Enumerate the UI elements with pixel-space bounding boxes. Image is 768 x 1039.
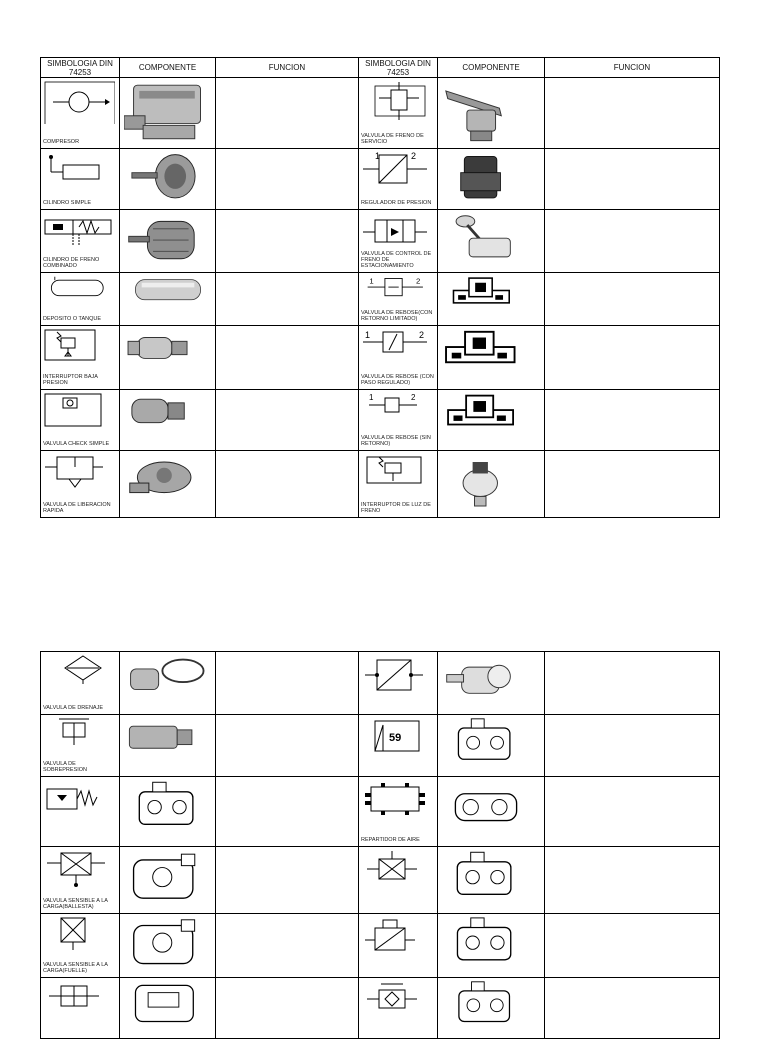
table-row xyxy=(41,273,720,326)
symbol-cell xyxy=(41,390,120,451)
table-row xyxy=(41,451,720,518)
funcion-cell[interactable] xyxy=(216,777,359,847)
numbered-valve-symbol-icon xyxy=(361,717,433,761)
overflow-valve-section-icon xyxy=(442,392,530,448)
spring-valve-symbol-icon xyxy=(43,779,115,823)
symbol-cell xyxy=(41,777,120,847)
overflow-valve-no-return-symbol-icon xyxy=(361,392,433,436)
drain-valve-photo-icon xyxy=(124,654,212,712)
valve-drawing-icon xyxy=(442,916,530,975)
component-cell xyxy=(438,715,545,777)
funcion-cell[interactable] xyxy=(216,914,359,978)
symbol-label: REPARTIDOR DE AIRE xyxy=(361,837,420,843)
symbol-label: VALVULA DE REBOSE (CON PASO REGULADO) xyxy=(361,374,434,386)
funcion-cell[interactable] xyxy=(545,273,720,326)
symbol-cell xyxy=(41,652,120,715)
component-cell xyxy=(438,326,545,390)
component-cell xyxy=(120,390,216,451)
symbol-label: REGULADOR DE PRESION xyxy=(361,200,432,206)
symbol-cell xyxy=(359,273,438,326)
header-simbologia-left: SIMBOLOGIA DIN 74253 xyxy=(41,58,120,78)
funcion-cell[interactable] xyxy=(216,273,359,326)
hand-brake-valve-photo-icon xyxy=(442,212,530,270)
component-cell xyxy=(120,326,216,390)
valve-number: 59 xyxy=(389,732,402,744)
valve-box-symbol-icon xyxy=(361,654,433,698)
symbol-cell xyxy=(41,326,120,390)
svg-text:2: 2 xyxy=(416,276,421,286)
funcion-cell[interactable] xyxy=(545,715,720,777)
valve-photo-icon xyxy=(442,654,530,712)
table-row xyxy=(41,78,720,149)
component-cell xyxy=(438,978,545,1039)
symbol-label: VALVULA SENSIBLE A LA CARGA(BALLESTA) xyxy=(43,898,108,910)
air-distributor-symbol-icon xyxy=(361,779,433,823)
symbol-cell xyxy=(41,78,120,149)
component-cell xyxy=(438,652,545,715)
symbol-cell xyxy=(359,715,438,777)
quick-release-valve-symbol-icon xyxy=(43,453,115,497)
table-row xyxy=(41,149,720,210)
symbol-label: VALVULA DE LIBERACION RAPIDA xyxy=(43,502,111,514)
table-row xyxy=(41,978,720,1039)
component-cell xyxy=(438,777,545,847)
symbol-cell xyxy=(359,914,438,978)
funcion-cell[interactable] xyxy=(545,78,720,149)
symbol-cell xyxy=(359,847,438,914)
component-cell xyxy=(120,847,216,914)
component-cell xyxy=(120,273,216,326)
funcion-cell[interactable] xyxy=(216,652,359,715)
valve-drawing-icon xyxy=(442,717,530,774)
load-sensing-valve-drawing-icon xyxy=(124,849,212,911)
component-cell xyxy=(438,149,545,210)
symbol-label: VALVULA SENSIBLE A LA CARGA(FUELLE) xyxy=(43,962,108,974)
funcion-cell[interactable] xyxy=(545,326,720,390)
symbol-label: VALVULA DE REBOSE (SIN RETORNO) xyxy=(361,435,431,447)
component-cell xyxy=(120,78,216,149)
symbol-cell xyxy=(41,210,120,273)
symbol-cell xyxy=(41,273,120,326)
component-cell xyxy=(120,149,216,210)
parking-brake-valve-symbol-icon xyxy=(361,212,433,256)
svg-text:2: 2 xyxy=(411,393,416,402)
funcion-cell[interactable] xyxy=(216,715,359,777)
symbol-label: VALVULA DE DRENAJE xyxy=(43,705,104,711)
load-sensing-valve-drawing-icon xyxy=(124,916,212,975)
component-cell xyxy=(438,390,545,451)
drain-valve-symbol-icon xyxy=(43,654,115,698)
funcion-cell[interactable] xyxy=(216,78,359,149)
funcion-cell[interactable] xyxy=(545,451,720,518)
component-cell xyxy=(438,847,545,914)
header-componente-right: COMPONENTE xyxy=(438,58,545,78)
symbol-cell xyxy=(359,777,438,847)
brake-chamber-photo-icon xyxy=(124,151,212,207)
table-row xyxy=(41,652,720,715)
symbol-label: VALVULA CHECK SIMPLE xyxy=(43,441,110,447)
pressure-regulator-symbol-icon xyxy=(361,151,433,195)
component-cell xyxy=(438,78,545,149)
check-valve-symbol-icon xyxy=(43,392,115,436)
symbol-cell xyxy=(359,451,438,518)
svg-text:1: 1 xyxy=(369,393,374,402)
symbol-label: VALVULA DE REBOSE(CON RETORNO LIMITADO) xyxy=(361,310,433,322)
safety-valve-photo-icon xyxy=(124,717,212,774)
component-cell xyxy=(120,715,216,777)
component-cell xyxy=(120,210,216,273)
header-componente-left: COMPONENTE xyxy=(120,58,216,78)
brake-light-switch-symbol-icon xyxy=(361,453,433,497)
single-cylinder-symbol-icon xyxy=(43,151,115,195)
valve-drawing-icon xyxy=(124,779,212,841)
symbols-table-1 xyxy=(40,57,720,518)
symbol-label: VALVULA DE FRENO DE SERVICIO xyxy=(361,133,424,145)
funcion-cell[interactable] xyxy=(545,978,720,1039)
symbol-cell xyxy=(359,978,438,1039)
component-cell xyxy=(120,777,216,847)
component-cell xyxy=(120,451,216,518)
symbol-cell xyxy=(41,715,120,777)
funcion-cell[interactable] xyxy=(216,210,359,273)
component-cell xyxy=(120,652,216,715)
overflow-valve-section-icon xyxy=(442,275,530,323)
compressor-photo-icon xyxy=(124,80,212,142)
tank-symbol-icon xyxy=(43,275,115,313)
component-cell xyxy=(438,914,545,978)
load-sensing-leaf-symbol-icon xyxy=(43,849,115,893)
solenoid-valve-symbol-icon xyxy=(361,916,433,960)
symbol-cell xyxy=(41,149,120,210)
funcion-cell[interactable] xyxy=(545,652,720,715)
valve-drawing-icon xyxy=(442,980,530,1036)
brake-pedal-valve-photo-icon xyxy=(442,80,530,142)
symbol-label: INTERRUPTOR DE LUZ DE FRENO xyxy=(361,502,431,514)
symbol-cell xyxy=(41,451,120,518)
brake-light-switch-photo-icon xyxy=(442,453,530,515)
symbol-label: VALVULA DE CONTROL DE FRENO DE ESTACIONAMIENTO xyxy=(361,251,432,269)
spring-brake-chamber-photo-icon xyxy=(124,212,212,270)
symbol-cell xyxy=(41,914,120,978)
table-row xyxy=(41,210,720,273)
compressor-symbol-icon xyxy=(43,80,115,124)
symbol-cell xyxy=(359,652,438,715)
funcion-cell[interactable] xyxy=(545,390,720,451)
symbol-label: CILINDRO DE FRENO COMBINADO xyxy=(43,257,100,269)
pressure-switch-photo-icon xyxy=(124,328,212,387)
header-funcion-left: FUNCION xyxy=(216,58,359,78)
symbol-label: INTERRUPTOR BAJA PRESION xyxy=(43,374,98,386)
component-cell xyxy=(438,273,545,326)
component-cell xyxy=(438,210,545,273)
cross-valve-symbol-icon xyxy=(361,849,433,893)
svg-text:2: 2 xyxy=(411,151,417,161)
symbol-cell xyxy=(359,390,438,451)
symbol-cell xyxy=(359,326,438,390)
overflow-valve-section-icon xyxy=(442,328,530,387)
table-row xyxy=(41,326,720,390)
symbol-cell xyxy=(41,847,120,914)
table-row xyxy=(41,914,720,978)
header-simbologia-right: SIMBOLOGIA DIN 74253 xyxy=(359,58,438,78)
pressure-regulator-photo-icon xyxy=(442,151,530,207)
symbols-table-2 xyxy=(40,651,720,1039)
table-row xyxy=(41,390,720,451)
table-row xyxy=(41,715,720,777)
air-distributor-drawing-icon xyxy=(442,779,530,841)
relay-valve-drawing-icon xyxy=(124,980,212,1036)
svg-text:1: 1 xyxy=(365,330,371,340)
air-tank-photo-icon xyxy=(124,275,212,323)
svg-text:2: 2 xyxy=(419,330,425,340)
funcion-cell[interactable] xyxy=(216,847,359,914)
svg-text:1: 1 xyxy=(369,276,374,286)
funcion-cell[interactable] xyxy=(216,451,359,518)
table-row xyxy=(41,777,720,847)
svg-text:1: 1 xyxy=(375,151,381,161)
funcion-cell[interactable] xyxy=(545,777,720,847)
overpressure-valve-symbol-icon xyxy=(43,717,115,761)
load-sensing-bellows-symbol-icon xyxy=(43,916,115,960)
low-pressure-switch-symbol-icon xyxy=(43,328,115,372)
funcion-cell[interactable] xyxy=(545,210,720,273)
header-funcion-right: FUNCION xyxy=(545,58,720,78)
relay-valve-symbol-icon xyxy=(43,980,115,1024)
component-cell xyxy=(120,978,216,1039)
symbol-cell xyxy=(359,78,438,149)
funcion-cell[interactable] xyxy=(545,847,720,914)
symbol-label: VALVULA DE SOBREPRESION xyxy=(43,761,88,773)
valve-drawing-icon xyxy=(442,849,530,911)
component-cell xyxy=(120,914,216,978)
symbol-label: COMPRESOR xyxy=(43,139,80,145)
funcion-cell[interactable] xyxy=(216,149,359,210)
funcion-cell[interactable] xyxy=(545,914,720,978)
overflow-valve-limited-return-symbol-icon xyxy=(361,275,433,313)
symbol-cell xyxy=(359,210,438,273)
symbol-label: CILINDRO SIMPLE xyxy=(43,200,91,206)
table-row xyxy=(41,847,720,914)
check-valve-photo-icon xyxy=(124,392,212,448)
funcion-cell[interactable] xyxy=(216,326,359,390)
combined-brake-cylinder-symbol-icon xyxy=(43,212,115,256)
component-cell xyxy=(438,451,545,518)
funcion-cell[interactable] xyxy=(216,978,359,1039)
service-brake-valve-symbol-icon xyxy=(361,80,433,124)
filter-valve-symbol-icon xyxy=(361,980,433,1024)
symbol-cell xyxy=(359,149,438,210)
symbol-label: DEPOSITO O TANQUE xyxy=(43,316,102,322)
funcion-cell[interactable] xyxy=(216,390,359,451)
funcion-cell[interactable] xyxy=(545,149,720,210)
quick-release-valve-photo-icon xyxy=(124,453,212,515)
symbol-cell xyxy=(41,978,120,1039)
overflow-valve-regulated-symbol-icon xyxy=(361,328,433,372)
